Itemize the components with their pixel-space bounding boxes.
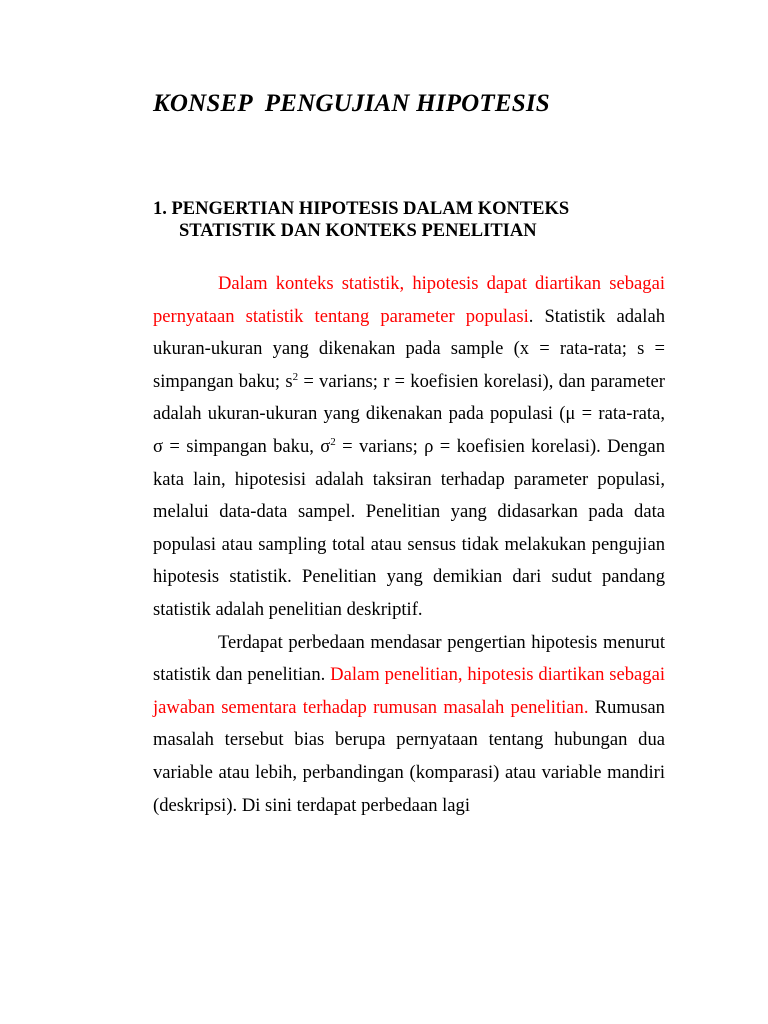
superscript-2: 2: [330, 435, 336, 448]
body-text: [153, 268, 665, 822]
paragraph-1-text-c: = varians; ρ = koefisien korelasi). Dengan kata lain, hipotesisi adalah taksiran terhadap parameter populasi, melalui data-data sampel. Penelitian yang didasarkan pada data populasi atau sampling total atau sensus tidak melakukan pengujian hipotesis statistik. Penelitian yang demikian dari sudut pandang statistik adalah penelitian deskriptif.: [153, 435, 665, 620]
section-heading-line-1: 1. PENGERTIAN HIPOTESIS DALAM KONTEKS: [153, 199, 570, 219]
document-title: KONSEP PENGUJIAN HIPOTESIS: [153, 90, 550, 117]
paragraph-1-emphasis: Dalam konteks statistik, hipotesis dapat diartikan sebagai pernyataan statistik tentang parameter populasi: [153, 273, 665, 327]
paragraph-1: [153, 268, 665, 627]
section-heading-line-2: STATISTIK DAN KONTEKS PENELITIAN: [179, 221, 537, 241]
paragraph-2-text-b: Rumusan masalah tersebut bias berupa pernyataan tentang hubungan dua variable atau lebih, perbandingan (komparasi) atau variable mandiri (deskripsi). Di sini terdapat perbedaan lagi: [153, 696, 665, 816]
paragraph-2-emphasis: Dalam penelitian, hipotesis diartikan sebagai jawaban sementara terhadap rumusan masalah penelitian.: [153, 664, 665, 718]
paragraph-2-text-a: Terdapat perbedaan mendasar pengertian hipotesis menurut statistik dan penelitian.: [153, 631, 665, 686]
paragraph-1-text-b: = varians; r = koefisien korelasi), dan parameter adalah ukuran-ukuran yang dikenakan pada populasi (μ = rata-rata, σ = simpangan baku, σ: [153, 370, 665, 457]
superscript-2: 2: [292, 370, 299, 383]
paragraph-1-text-a: . Statistik adalah ukuran-ukuran yang dikenakan pada sample (x = rata-rata; s = simpangan baku; s: [153, 305, 666, 392]
section-heading: [153, 198, 569, 242]
paragraph-2: [153, 627, 665, 823]
